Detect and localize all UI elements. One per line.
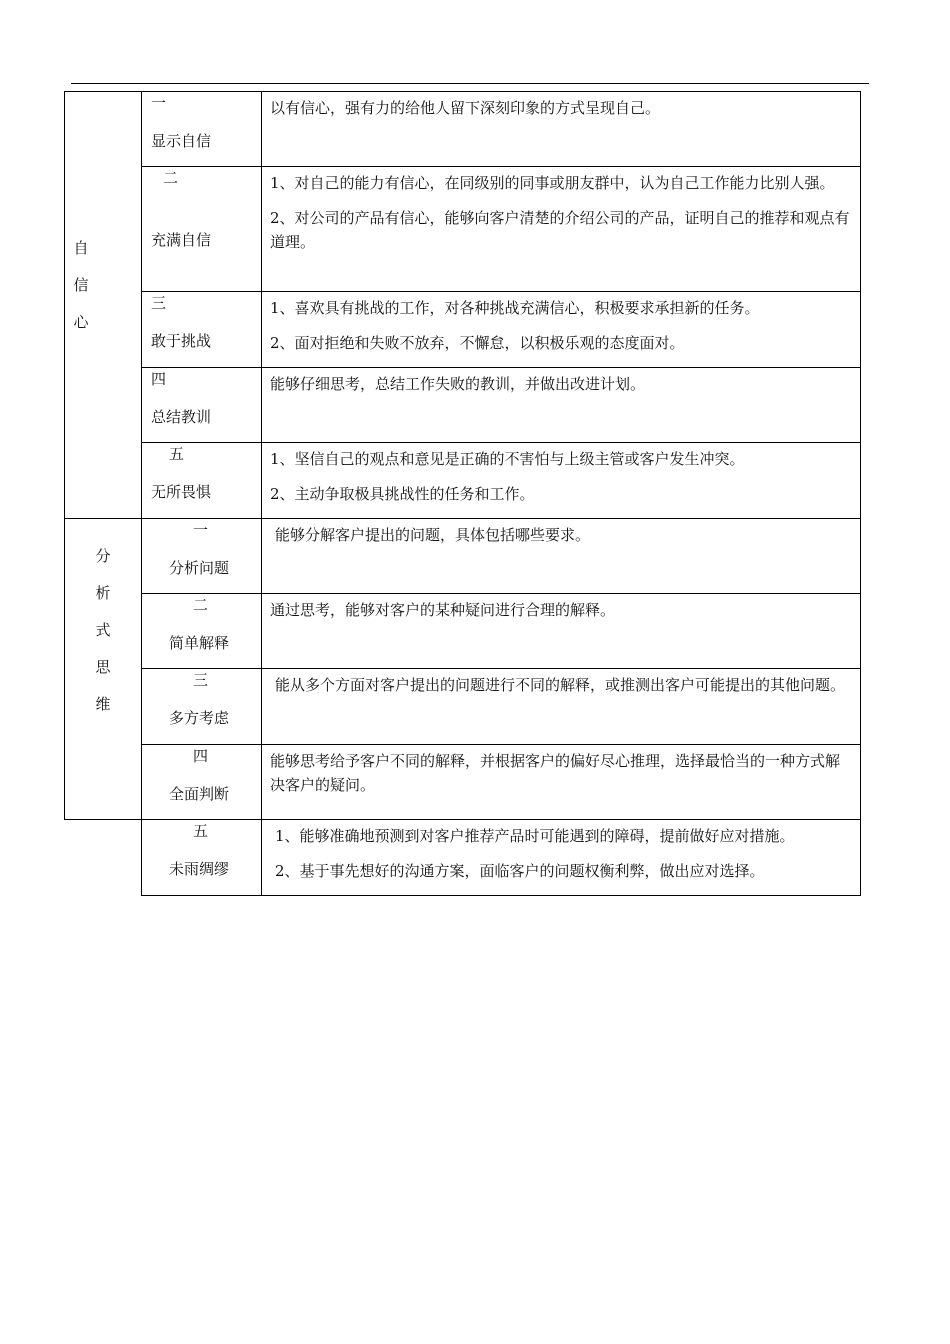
section-label-char: 式 xyxy=(95,621,111,639)
description-line: 能够思考给予客户不同的解释，并根据客户的偏好尽心推理，选择最恰当的一种方式解决客户的疑问。 xyxy=(270,752,841,794)
description-cell xyxy=(261,367,861,443)
level-name: 敢于挑战 xyxy=(151,332,212,350)
description-text xyxy=(270,749,854,797)
level-name: 显示自信 xyxy=(151,132,212,150)
description-line: 1、喜欢具有挑战的工作，对各种挑战充满信心，积极要求承担新的任务。 xyxy=(270,299,760,317)
description-cell xyxy=(261,291,861,368)
level-number: 五 xyxy=(193,822,209,840)
section-label-char: 分 xyxy=(95,547,111,565)
description-line: 能够分解客户提出的问题，具体包括哪些要求。 xyxy=(275,526,591,544)
description-line: 2、主动争取极具挑战性的任务和工作。 xyxy=(270,485,535,503)
description-cell xyxy=(261,819,861,896)
level-number: 三 xyxy=(151,294,167,312)
section-label-char: 维 xyxy=(95,695,111,713)
level-name: 全面判断 xyxy=(169,785,230,803)
level-number: 一 xyxy=(193,521,209,539)
section-label-char: 心 xyxy=(73,313,89,331)
description-cell xyxy=(261,593,861,669)
description-line: 以有信心，强有力的给他人留下深刻印象的方式呈现自己。 xyxy=(270,99,661,117)
description-text xyxy=(270,96,854,120)
description-text xyxy=(270,598,854,622)
section-label-char: 析 xyxy=(95,584,111,602)
section-label-char: 思 xyxy=(95,658,111,676)
description-cell xyxy=(261,442,861,519)
level-cell xyxy=(141,166,262,292)
description-cell xyxy=(261,744,861,820)
description-cell xyxy=(261,668,861,745)
level-number: 二 xyxy=(193,596,209,614)
description-cell xyxy=(261,91,861,167)
description-line: 能从多个方面对客户提出的问题进行不同的解释，或推测出客户可能提出的其他问题。 xyxy=(275,676,846,694)
description-text xyxy=(270,372,854,396)
section-label-char: 自 xyxy=(73,239,89,257)
level-name: 分析问题 xyxy=(169,559,230,577)
level-number: 一 xyxy=(151,94,167,112)
description-line: 1、坚信自己的观点和意见是正确的不害怕与上级主管或客户发生冲突。 xyxy=(270,450,745,468)
level-name: 简单解释 xyxy=(169,634,230,652)
section-label-char: 信 xyxy=(73,276,89,294)
level-cell xyxy=(141,442,262,519)
description-cell xyxy=(261,518,861,594)
level-number: 三 xyxy=(193,671,209,689)
description-text xyxy=(270,171,854,254)
description-line: 1、能够准确地预测到对客户推荐产品时可能遇到的障碍，提前做好应对措施。 xyxy=(275,827,795,845)
description-text xyxy=(275,673,854,697)
level-name: 未雨绸缪 xyxy=(169,860,230,878)
description-cell xyxy=(261,166,861,292)
level-number: 五 xyxy=(169,445,185,463)
description-text xyxy=(270,296,854,355)
description-text xyxy=(275,523,854,547)
level-number: 四 xyxy=(193,747,209,765)
description-line: 能够仔细思考，总结工作失败的教训，并做出改进计划。 xyxy=(270,375,646,393)
level-name: 充满自信 xyxy=(151,231,212,249)
header-rule xyxy=(71,83,869,84)
level-name: 多方考虑 xyxy=(169,709,230,727)
description-text xyxy=(270,447,854,506)
description-line: 1、对自己的能力有信心，在同级别的同事或朋友群中，认为自己工作能力比别人强。 xyxy=(270,174,835,192)
level-name: 总结教训 xyxy=(151,408,212,426)
description-line: 2、对公司的产品有信心，能够向客户清楚的介绍公司的产品，证明自己的推荐和观点有道理。 xyxy=(270,209,850,251)
level-number: 四 xyxy=(151,370,167,388)
description-line: 通过思考，能够对客户的某种疑问进行合理的解释。 xyxy=(270,601,616,619)
level-number: 二 xyxy=(163,169,179,187)
level-name: 无所畏惧 xyxy=(151,483,212,501)
description-line: 2、基于事先想好的沟通方案，面临客户的问题权衡利弊，做出应对选择。 xyxy=(275,862,765,880)
description-line: 2、面对拒绝和失败不放弃，不懈怠，以积极乐观的态度面对。 xyxy=(270,334,685,352)
description-text xyxy=(275,824,854,883)
